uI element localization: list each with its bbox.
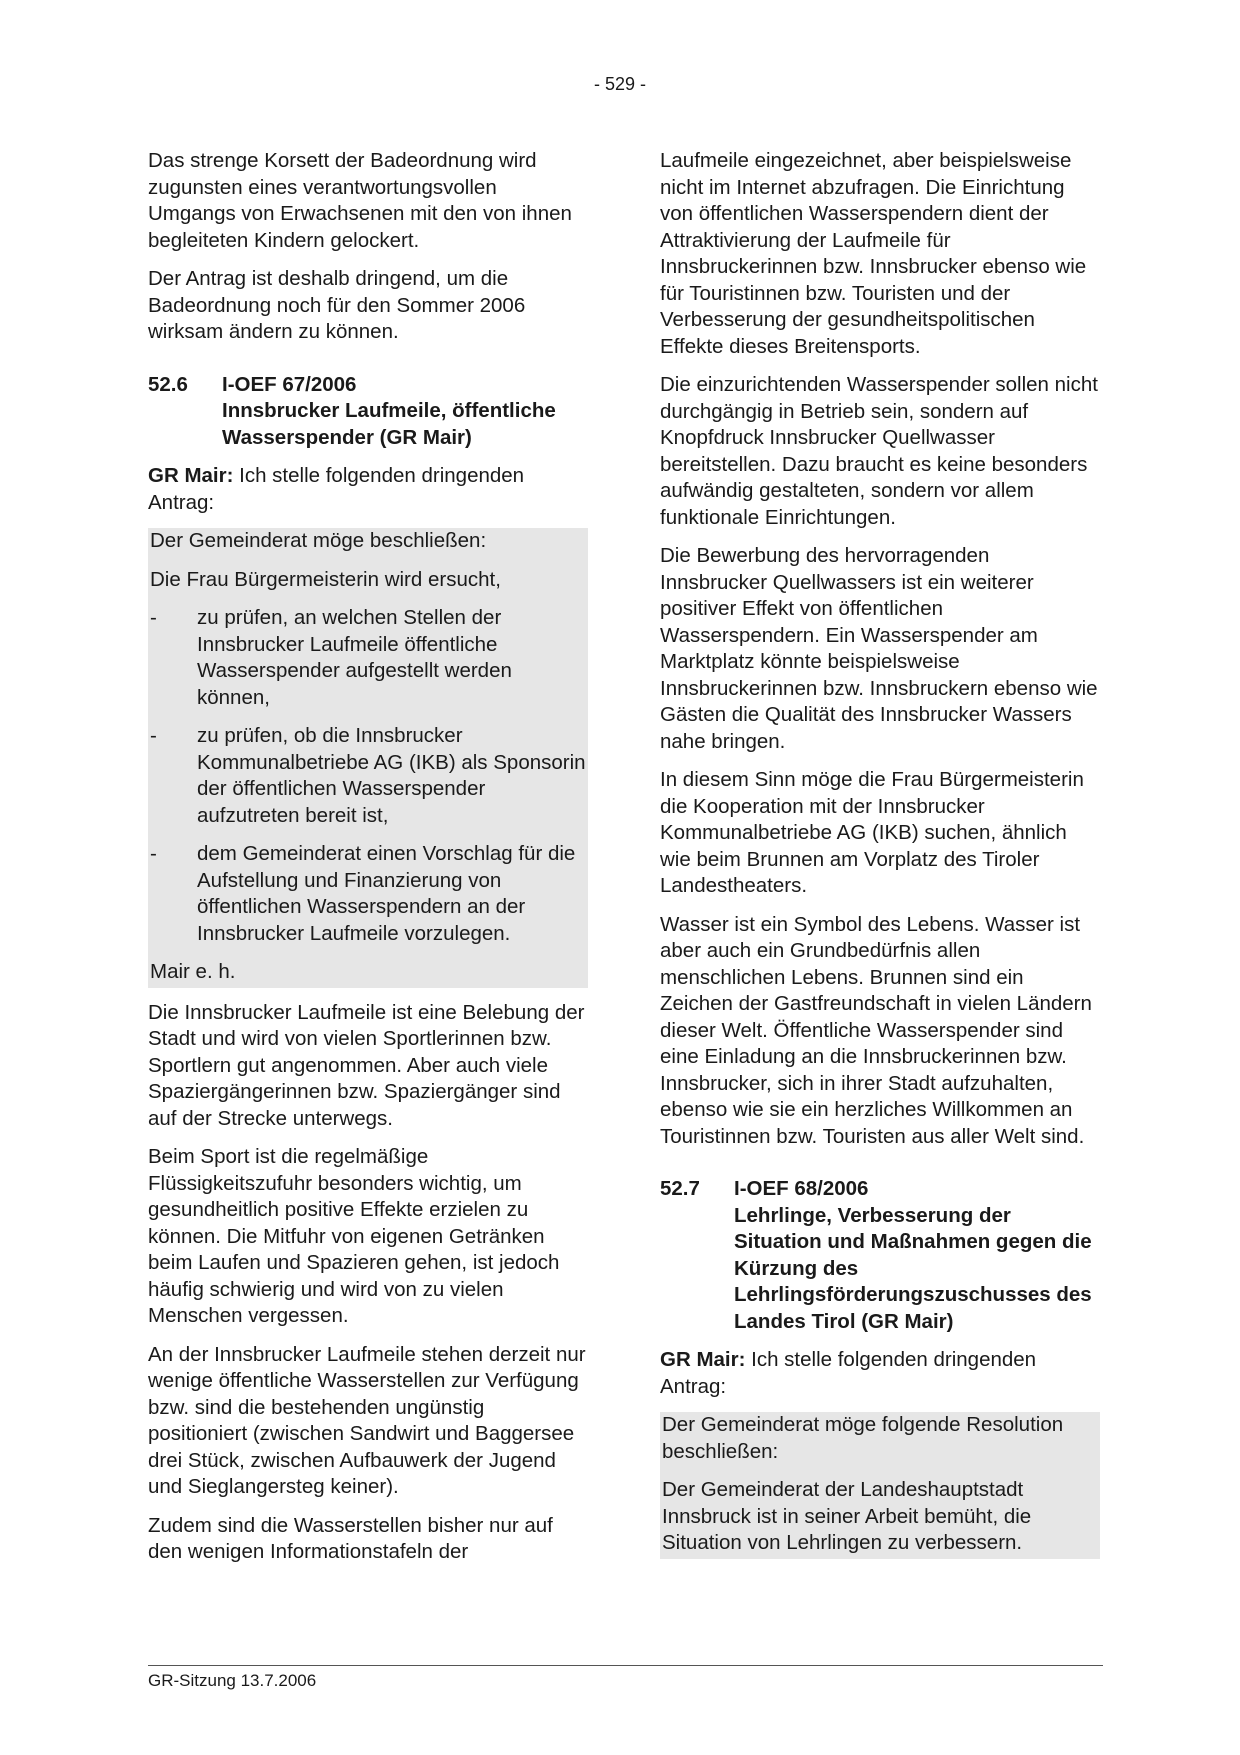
section-number: 52.7 [660, 1177, 700, 1200]
motion-box [148, 528, 588, 988]
intro-text: Ich stelle folgenden dringenden Antrag: [660, 1348, 1037, 1398]
section-id: I-OEF 68/2006 [734, 1177, 869, 1200]
paragraph: Die einzurichtenden Wasserspender sollen nicht durchgängig in Betrieb sein, sondern auf Knopfdruck Innsbrucker Quellwasser bereitstellen. Dazu braucht es keine besonders aufwändig gestalteten, sondern vor allem funktionale Einrichtungen. [660, 373, 1098, 529]
motion-list-item [150, 605, 586, 711]
paragraph: Das strenge Korsett der Badeordnung wird zugunsten eines verantwortungsvollen Umgangs von Erwachsenen mit den von ihnen begleiteten Kindern gelockert. [148, 149, 572, 252]
speaker: GR Mair: [148, 464, 234, 487]
section-title: Lehrlinge, Verbesserung der Situation und Maßnahmen gegen die Kürzung des Lehrlingsförderungszuschusses des Landes Tirol (GR Mair) [734, 1203, 1092, 1333]
paragraph: Zudem sind die Wasserstellen bisher nur auf den wenigen Informationstafeln der [148, 1513, 553, 1563]
page-number: - 529 - [593, 74, 647, 94]
section-title-block [222, 372, 588, 452]
footer-text: GR-Sitzung 13.7.2006 [148, 1671, 317, 1690]
motion-line: Der Gemeinderat der Landeshauptstadt Innsbruck ist in seiner Arbeit bemüht, die Situation von Lehrlingen zu verbessern. [662, 1478, 1032, 1554]
section-title: Innsbrucker Laufmeile, öffentliche Wasserspender (GR Mair) [222, 399, 556, 449]
dash-bullet: - [150, 724, 157, 747]
paragraph: Beim Sport ist die regelmäßige Flüssigkeitszufuhr besonders wichtig, um gesundheitlich positive Effekte erzielen zu können. Die Mitfuhr von eigenen Getränken beim Laufen und Spazieren gehen, ist jedoch häufig schwierig und wird von zu vielen Menschen vergessen. [148, 1145, 560, 1327]
motion-signature: Mair e. h. [150, 960, 236, 983]
list-item-text: zu prüfen, an welchen Stellen der Innsbrucker Laufmeile öffentliche Wasserspender aufgestellt werden können, [197, 606, 512, 709]
section-id: I-OEF 67/2006 [222, 372, 357, 396]
paragraph: Der Antrag ist deshalb dringend, um die Badeordnung noch für den Sommer 2006 wirksam ändern zu können. [148, 267, 526, 343]
paragraph: An der Innsbrucker Laufmeile stehen derzeit nur wenige öffentliche Wasserstellen zur Verfügung bzw. sind die bestehenden ungünstig positioniert (zwischen Sandwirt und Baggersee drei Stück, zwischen Aufbauwerk der Jugend und Sieglangersteg keiner). [148, 1342, 586, 1498]
section-heading-52-7 [660, 1176, 1100, 1335]
dash-bullet: - [150, 606, 157, 629]
paragraph: Die Bewerbung des hervorragenden Innsbrucker Quellwassers ist ein weiterer positiver Effekt von öffentlichen Wasserspendern. Ein Wasserspender am Marktplatz könnte beispielsweise Innsbruckerinnen bzw. Innsbruckern ebenso wie Gästen die Qualität des Innsbrucker Wassers nahe bringen. [660, 544, 1098, 753]
list-item-text: zu prüfen, ob die Innsbrucker Kommunalbetriebe AG (IKB) als Sponsorin der öffentlichen Wasserspender aufzutreten bereit ist, [197, 724, 586, 827]
paragraph: In diesem Sinn möge die Frau Bürgermeisterin die Kooperation mit der Innsbrucker Kommunalbetriebe AG (IKB) suchen, ähnlich wie beim Brunnen am Vorplatz des Tiroler Landestheaters. [660, 768, 1084, 897]
paragraph: Wasser ist ein Symbol des Lebens. Wasser ist aber auch ein Grundbedürfnis allen menschlichen Lebens. Brunnen sind ein Zeichen der Gastfreundschaft in vielen Ländern dieser Welt. Öffentliche Wasserspender sind eine Einladung an die Innsbruckerinnen bzw. Innsbrucker, sich in ihrer Stadt aufzuhalten, ebenso wie sie ein herzliches Willkommen an Touristinnen bzw. Touristen aus aller Welt sind. [660, 912, 1092, 1148]
section-number: 52.6 [148, 372, 188, 396]
section-heading-52-6 [148, 372, 588, 452]
paragraph: Laufmeile eingezeichnet, aber beispielsweise nicht im Internet abzufragen. Die Einrichtung von öffentlichen Wasserspendern dient der Attraktivierung der Laufmeile für Innsbruckerinnen bzw. Innsbrucker ebenso wie für Touristinnen bzw. Touristen und der Verbesserung der gesundheitspolitischen Effekte dieses Breitensports. [660, 149, 1087, 358]
speaker: GR Mair: [660, 1348, 746, 1371]
paragraph: Die Innsbrucker Laufmeile ist eine Belebung der Stadt und wird von vielen Sportlerinnen bzw. Sportlern gut angenommen. Aber auch viele Spaziergängerinnen bzw. Spaziergänger sind auf der Strecke unterwegs. [148, 1000, 585, 1130]
motion-line: Der Gemeinderat möge folgende Resolution beschließen: [662, 1413, 1064, 1463]
list-item-text: dem Gemeinderat einen Vorschlag für die Aufstellung und Finanzierung von öffentlichen Wasserspendern an der Innsbrucker Laufmeile vorzulegen. [197, 842, 576, 945]
section-title-block [734, 1176, 1100, 1335]
dash-bullet: - [150, 842, 157, 865]
intro-text: Ich stelle folgenden dringenden Antrag: [148, 464, 525, 514]
motion-list-item [150, 723, 586, 829]
right-column [660, 148, 1100, 1571]
footer-divider [148, 1665, 1103, 1666]
motion-line: Die Frau Bürgermeisterin wird ersucht, [150, 567, 501, 591]
motion-intro [660, 1347, 1100, 1400]
motion-box [660, 1412, 1100, 1559]
left-column [148, 148, 588, 1578]
motion-list-item [150, 841, 586, 947]
motion-line: Der Gemeinderat möge beschließen: [150, 529, 487, 552]
motion-intro [148, 463, 588, 516]
